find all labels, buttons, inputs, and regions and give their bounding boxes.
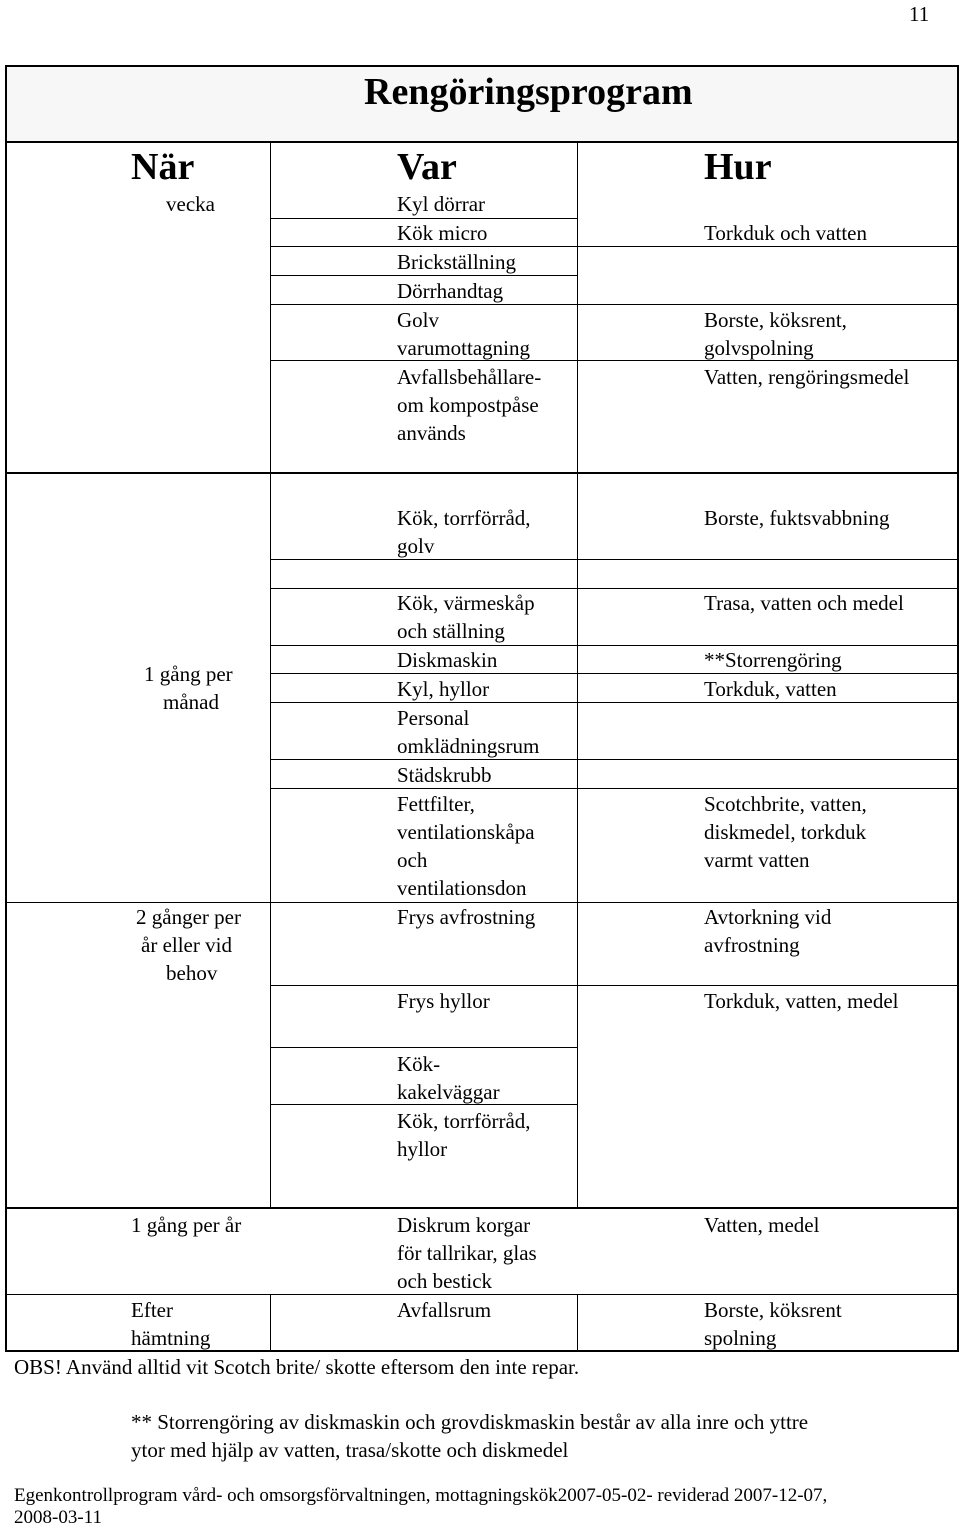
where-item: Personal	[397, 706, 470, 730]
how-item: Scotchbrite, vatten,	[704, 792, 867, 816]
where-item: Frys hyllor	[397, 989, 490, 1013]
obs-note: OBS! Använd alltid vit Scotch brite/ skotte eftersom den inte repar.	[14, 1355, 580, 1379]
where-efter: Avfallsrum	[397, 1298, 492, 1322]
header-where: Var	[397, 146, 457, 188]
how-item: **Storrengöring	[704, 648, 842, 672]
vecka-separator	[5, 472, 959, 474]
where-item: Diskmaskin	[397, 648, 498, 672]
where-item: hyllor	[397, 1137, 448, 1161]
footnote-line2: ytor med hjälp av vatten, trasa/skotte och diskmedel	[131, 1438, 569, 1462]
how-item: Borste, fuktsvabbning	[704, 506, 890, 530]
how-item: Trasa, vatten och medel	[704, 591, 904, 615]
where-item: och bestick	[397, 1269, 493, 1293]
where-item: Kyl dörrar	[397, 192, 486, 216]
col-line-1	[270, 141, 271, 1209]
table-border-left	[5, 65, 7, 1352]
where-item: Diskrum korgar	[397, 1213, 531, 1237]
where-item: varumottagning	[397, 336, 530, 360]
how-item: Torkduk, vatten	[704, 677, 837, 701]
line-var-4	[270, 304, 959, 305]
how-item: avfrostning	[704, 933, 800, 957]
where-item: Golv	[397, 308, 439, 332]
page-title: Rengöringsprogram	[364, 71, 693, 113]
where-item: Frys avfrostning	[397, 905, 536, 929]
how-item: Borste, köksrent,	[704, 308, 847, 332]
where-item: Dörrhandtag	[397, 279, 504, 303]
line-var-6	[270, 559, 959, 560]
table-border-right	[957, 65, 959, 1352]
where-item: ventilationskåpa	[397, 820, 535, 844]
line-var-13	[270, 985, 959, 986]
how-item: golvspolning	[704, 336, 814, 360]
where-item: Kök-	[397, 1052, 441, 1076]
where-item: Kyl, hyllor	[397, 677, 490, 701]
how-item: Vatten, rengöringsmedel	[704, 365, 910, 389]
when-halvar-line3: behov	[166, 961, 218, 985]
when-manad-line1: 1 gång per	[144, 662, 233, 686]
how-item: Torkduk och vatten	[704, 221, 867, 245]
footer-line1: Egenkontrollprogram vård- och omsorgsförvaltningen, mottagningskök2007-05-02- reviderad 2007-12-07,	[14, 1485, 828, 1506]
line-var-14	[270, 1047, 577, 1048]
where-item: Kök, torrförråd,	[397, 1109, 531, 1133]
when-ar: 1 gång per år	[131, 1213, 242, 1237]
line-var-10	[270, 702, 959, 703]
how-efter-line1: Borste, köksrent	[704, 1298, 842, 1322]
halvar-separator	[5, 1207, 959, 1209]
table-border-top	[5, 65, 959, 67]
where-item: kakelväggar	[397, 1080, 500, 1104]
where-item: omklädningsrum	[397, 734, 540, 758]
where-item: Avfallsbehållare-	[397, 365, 542, 389]
how-efter-line2: spolning	[704, 1326, 777, 1350]
line-var-5	[270, 360, 959, 361]
when-halvar-line2: år eller vid	[141, 933, 232, 957]
when-vecka: vecka	[166, 192, 215, 216]
where-item: om kompostpåse	[397, 393, 539, 417]
page-number: 11	[909, 2, 930, 26]
when-efter-line2: hämtning	[131, 1326, 211, 1350]
how-ar: Vatten, medel	[704, 1213, 820, 1237]
line-var-8	[270, 645, 959, 646]
col-line-2	[577, 141, 578, 1209]
line-var-9	[270, 673, 959, 674]
how-item: Torkduk, vatten, medel	[704, 989, 899, 1013]
header-how: Hur	[704, 146, 772, 188]
footer-line2: 2008-03-11	[14, 1507, 102, 1528]
line-var-12	[270, 788, 959, 789]
how-item: Avtorkning vid	[704, 905, 832, 929]
where-item: golv	[397, 534, 435, 558]
where-item: för tallrikar, glas	[397, 1241, 537, 1265]
title-separator	[5, 141, 959, 143]
col-line-1-bottom	[270, 1295, 271, 1350]
where-item: ventilationsdon	[397, 876, 527, 900]
when-efter-line1: Efter	[131, 1298, 173, 1322]
where-item: Fettfilter,	[397, 792, 475, 816]
when-manad-line2: månad	[163, 690, 219, 714]
where-item: Kök micro	[397, 221, 488, 245]
line-var-11	[270, 759, 959, 760]
where-item: används	[397, 421, 466, 445]
where-item: Kök, torrförråd,	[397, 506, 531, 530]
where-item: och	[397, 848, 428, 872]
where-item: Brickställning	[397, 250, 516, 274]
where-item: Kök, värmeskåp	[397, 591, 535, 615]
how-item: varmt vatten	[704, 848, 810, 872]
when-halvar-line1: 2 gånger per	[136, 905, 241, 929]
col-line-2-bottom	[577, 1295, 578, 1350]
header-when: När	[131, 146, 195, 188]
where-item: Städskrubb	[397, 763, 492, 787]
where-item: och ställning	[397, 619, 505, 643]
footnote-line1: ** Storrengöring av diskmaskin och grovdiskmaskin består av alla inre och yttre	[131, 1410, 809, 1434]
how-item: diskmedel, torkduk	[704, 820, 867, 844]
